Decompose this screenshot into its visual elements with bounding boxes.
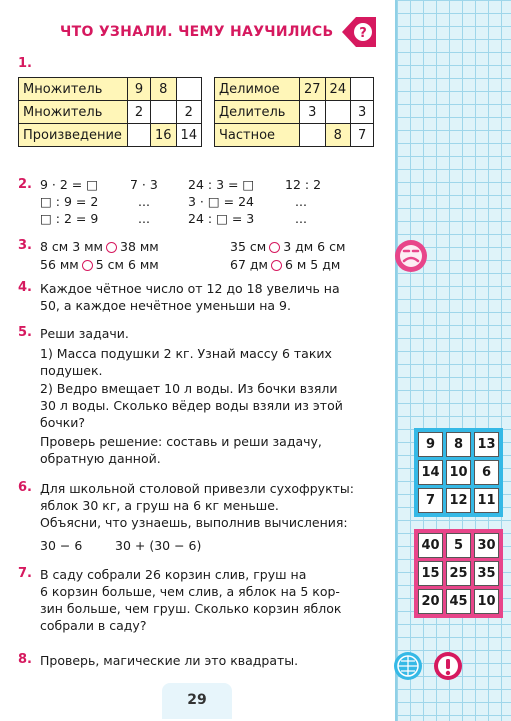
task-text: 30 л воды. Сколько вёдер воды взяли из этой — [40, 398, 343, 413]
task6-number: 6. — [18, 480, 32, 495]
table-row — [418, 561, 499, 586]
magic-cell: 9 — [418, 432, 443, 457]
compare-row: 67 дм 6 м 5 дм — [230, 257, 341, 272]
task-text: Объясни, что узнаешь, выполнив вычисления: — [40, 515, 348, 530]
table-cell: 8 — [325, 124, 351, 147]
table-cell: 2 — [176, 101, 202, 124]
magic-cell: 20 — [418, 589, 443, 614]
table-cell: 7 — [351, 124, 374, 147]
expression: 24 : □ = 3 — [188, 211, 255, 226]
table-row — [215, 78, 374, 101]
compare-row: 8 см 3 мм 38 мм — [40, 239, 159, 254]
magic-cell: 25 — [446, 561, 471, 586]
compare-row: 56 мм 5 см 6 мм — [40, 257, 159, 272]
table-cell: 27 — [300, 78, 326, 101]
task1-number: 1. — [18, 56, 32, 71]
table-row — [418, 432, 499, 457]
table-cell — [351, 78, 374, 101]
compare-circle-icon — [271, 260, 282, 271]
magic-cell: 8 — [446, 432, 471, 457]
task-text: 50, а каждое нечётное уменьши на 9. — [40, 298, 291, 313]
task-text: Для школьной столовой привезли сухофрукты: — [40, 481, 354, 496]
task2-number: 2. — [18, 177, 32, 192]
task4-number: 4. — [18, 280, 32, 295]
compare-row: 35 см 3 дм 6 см — [230, 239, 346, 254]
magic-cell: 10 — [474, 589, 499, 614]
task-text: 1) Масса подушки 2 кг. Узнай массу 6 таких — [40, 346, 332, 361]
table-cell — [176, 78, 202, 101]
exclamation-icon — [432, 650, 464, 682]
table-row — [215, 101, 374, 124]
table-multiplication — [18, 77, 202, 147]
table-cell: 9 — [128, 78, 151, 101]
task3-number: 3. — [18, 238, 32, 253]
table-cell: Произведение — [19, 124, 128, 147]
expression: 7 · 3 — [130, 177, 158, 192]
compare-circle-icon — [106, 242, 117, 253]
magic-cell: 7 — [418, 488, 443, 513]
table-cell: 8 — [151, 78, 177, 101]
task-text: обратную данной. — [40, 451, 161, 466]
task5-number: 5. — [18, 325, 32, 340]
table-cell: 2 — [128, 101, 151, 124]
magic-cell: 5 — [446, 533, 471, 558]
expression: 30 + (30 − 6) — [115, 538, 202, 553]
table-cell: 3 — [351, 101, 374, 124]
table-cell — [128, 124, 151, 147]
table-cell — [325, 101, 351, 124]
table-cell: 24 — [325, 78, 351, 101]
task-text: 2) Ведро вмещает 10 л воды. Из бочки взяли — [40, 381, 338, 396]
expression: 9 · 2 = □ — [40, 177, 99, 192]
table-division — [214, 77, 374, 147]
table-cell: Делимое — [215, 78, 300, 101]
page-title: ЧТО УЗНАЛИ. ЧЕМУ НАУЧИЛИСЬ — [60, 24, 334, 40]
magic-square-1 — [414, 428, 503, 517]
magic-cell: 40 — [418, 533, 443, 558]
expression: 30 − 6 — [40, 538, 83, 553]
table-row — [19, 78, 202, 101]
expression: 12 : 2 — [285, 177, 322, 192]
expression: □ : 9 = 2 — [40, 194, 99, 209]
table-cell: Множитель — [19, 101, 128, 124]
table-cell: Частное — [215, 124, 300, 147]
task8-number: 8. — [18, 652, 32, 667]
table-row — [19, 124, 202, 147]
table-cell: Множитель — [19, 78, 128, 101]
table-cell: Делитель — [215, 101, 300, 124]
magic-cell: 35 — [474, 561, 499, 586]
task-text: 6 корзин больше, чем слив, а яблок на 5 кор- — [40, 584, 340, 599]
table-row — [418, 488, 499, 513]
puzzle-icon — [393, 238, 429, 274]
magic-square-2 — [414, 529, 503, 618]
magic-cell: 12 — [446, 488, 471, 513]
table-cell: 14 — [176, 124, 202, 147]
magic-cell: 6 — [474, 460, 499, 485]
magic-cell: 30 — [474, 533, 499, 558]
expression: 3 · □ = 24 — [188, 194, 255, 209]
magic-cell: 11 — [474, 488, 499, 513]
task-text: собрали в саду? — [40, 618, 147, 633]
expression: □ : 2 = 9 — [40, 211, 99, 226]
task-text: бочки? — [40, 415, 86, 430]
page-number: 29 — [187, 692, 207, 708]
ellipsis: ... — [295, 194, 307, 209]
globe-icon — [392, 650, 424, 682]
magic-cell: 10 — [446, 460, 471, 485]
task-text: подушек. — [40, 363, 103, 378]
compare-circle-icon — [82, 260, 93, 271]
ellipsis: ... — [138, 194, 150, 209]
magic-cell: 15 — [418, 561, 443, 586]
task-text: Проверь решение: составь и реши задачу, — [40, 434, 322, 449]
table-row — [215, 124, 374, 147]
magic-cell: 14 — [418, 460, 443, 485]
badge-text: ? — [359, 26, 367, 41]
task-text: Каждое чётное число от 12 до 18 увеличь на — [40, 281, 340, 296]
table-row — [19, 101, 202, 124]
table-row — [418, 533, 499, 558]
ellipsis: ... — [138, 211, 150, 226]
expression: 24 : 3 = □ — [188, 177, 255, 192]
table-row — [418, 460, 499, 485]
table-cell — [300, 124, 326, 147]
magic-cell: 45 — [446, 589, 471, 614]
task7-number: 7. — [18, 566, 32, 581]
magic-cell: 13 — [474, 432, 499, 457]
table-cell: 3 — [300, 101, 326, 124]
table-row — [418, 589, 499, 614]
compare-circle-icon — [269, 242, 280, 253]
task-text: яблок 30 кг, а груш на 6 кг меньше. — [40, 498, 279, 513]
task-text: Реши задачи. — [40, 326, 129, 341]
table-cell: 16 — [151, 124, 177, 147]
question-icon — [342, 17, 376, 47]
task-text: Проверь, магические ли это квадраты. — [40, 653, 299, 668]
table-cell — [151, 101, 177, 124]
ellipsis: ... — [295, 211, 307, 226]
task-text: В саду собрали 26 корзин слив, груш на — [40, 567, 307, 582]
task-text: зин больше, чем груш. Сколько корзин яблок — [40, 601, 342, 616]
